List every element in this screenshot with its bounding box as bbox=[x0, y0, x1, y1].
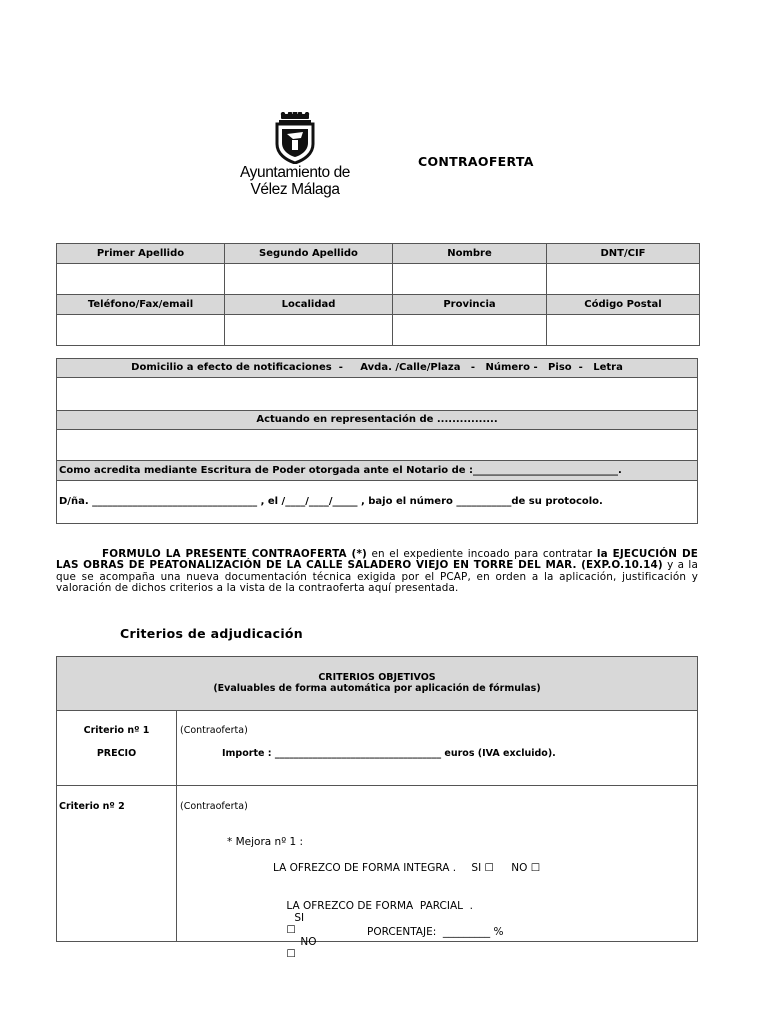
paragraph-lead: FORMULO LA PRESENTE CONTRAOFERTA (*) bbox=[102, 548, 367, 560]
applicant-table bbox=[56, 243, 700, 346]
criteria-header-subtitle: (Evaluables de forma automática por aplicación de fórmulas) bbox=[213, 683, 541, 694]
mejora-label: * Mejora nº 1 : bbox=[227, 836, 304, 848]
parcial-no-label: NO bbox=[300, 936, 317, 948]
paragraph-project: la EJECUCIÓN DE LAS OBRAS DE PEATONALIZACIÓN DE LA CALLE SALADERO VIEJO EN TORRE DEL MAR. (EXP.O.10.14) bbox=[56, 548, 699, 572]
field-telefono-fax-email[interactable] bbox=[57, 315, 225, 346]
header-telefono-fax-email: Teléfono/Fax/email bbox=[57, 295, 225, 315]
org-logo bbox=[233, 112, 357, 198]
criterio-2-label: Criterio nº 2 bbox=[59, 801, 125, 812]
integra-no-label: NO bbox=[511, 862, 528, 874]
criterio-1-note: (Contraoferta) bbox=[180, 725, 248, 736]
field-dnt-cif[interactable] bbox=[547, 264, 700, 295]
criteria-header bbox=[57, 657, 697, 710]
porcentaje-field[interactable]: PORCENTAJE: _________ % bbox=[367, 926, 504, 938]
domicilio-field[interactable] bbox=[57, 378, 697, 410]
document-title: CONTRAOFERTA bbox=[418, 154, 534, 169]
contraoferta-paragraph bbox=[56, 549, 698, 595]
header-codigo-postal: Código Postal bbox=[547, 295, 700, 315]
header-dnt-cif: DNT/CIF bbox=[547, 244, 700, 264]
field-localidad[interactable] bbox=[225, 315, 393, 346]
org-name-line1: Ayuntamiento de bbox=[239, 164, 351, 181]
coat-of-arms-icon bbox=[271, 112, 319, 164]
escritura-line: Como acredita mediante Escritura de Poder otorgada ante el Notario de :_____________________________. bbox=[57, 461, 697, 480]
integra-label: LA OFREZCO DE FORMA INTEGRA . bbox=[273, 862, 457, 874]
field-nombre[interactable] bbox=[393, 264, 547, 295]
dona-line: D/ña. _________________________________ , el /____/____/_____ , bajo el número ___________de su protocolo. bbox=[59, 496, 603, 507]
integra-si-checkbox[interactable]: ☐ bbox=[484, 862, 494, 874]
org-name-line2: Vélez Málaga bbox=[250, 181, 340, 198]
field-provincia[interactable] bbox=[393, 315, 547, 346]
representacion-header: Actuando en representación de ................ bbox=[57, 411, 697, 429]
parcial-si-label: SI bbox=[294, 912, 305, 924]
notification-section bbox=[56, 358, 698, 524]
integra-si-label: SI bbox=[471, 862, 482, 874]
field-segundo-apellido[interactable] bbox=[225, 264, 393, 295]
domicilio-header: Domicilio a efecto de notificaciones - Avda. /Calle/Plaza - Número - Piso - Letra bbox=[57, 359, 697, 377]
criterio-1-importe: Importe : ___________________________________ euros (IVA excluido). bbox=[222, 748, 556, 759]
header-localidad: Localidad bbox=[225, 295, 393, 315]
header-provincia: Provincia bbox=[393, 295, 547, 315]
criterio-2-note: (Contraoferta) bbox=[180, 801, 248, 812]
representacion-field[interactable] bbox=[57, 430, 697, 460]
header-segundo-apellido: Segundo Apellido bbox=[225, 244, 393, 264]
criteria-section-title: Criterios de adjudicación bbox=[120, 626, 304, 641]
field-codigo-postal[interactable] bbox=[547, 315, 700, 346]
criteria-table bbox=[56, 656, 698, 960]
mejora-integra-row bbox=[273, 862, 540, 874]
criteria-header-title: CRITERIOS OBJETIVOS bbox=[318, 672, 436, 683]
field-primer-apellido[interactable] bbox=[57, 264, 225, 295]
integra-no-checkbox[interactable]: ☐ bbox=[530, 862, 541, 874]
paragraph-text1: en el expediente incoado para contratar bbox=[366, 548, 597, 560]
criterio-1-label: Criterio nº 1 bbox=[83, 725, 150, 736]
parcial-no-checkbox[interactable]: ☐ bbox=[286, 948, 296, 960]
header-nombre: Nombre bbox=[393, 244, 547, 264]
header-primer-apellido: Primer Apellido bbox=[57, 244, 225, 264]
paragraph-text2: y a la que se acompaña una nueva documentación técnica exigida por el PCAP, en orden a la aplicación, justificación y valoración de dichos criterios a la vista de la contraoferta aquí presentada. bbox=[56, 559, 698, 595]
criterio-1-name: PRECIO bbox=[96, 748, 137, 759]
parcial-si-checkbox[interactable]: ☐ bbox=[286, 924, 296, 936]
parcial-label: LA OFREZCO DE FORMA PARCIAL . bbox=[286, 900, 473, 912]
